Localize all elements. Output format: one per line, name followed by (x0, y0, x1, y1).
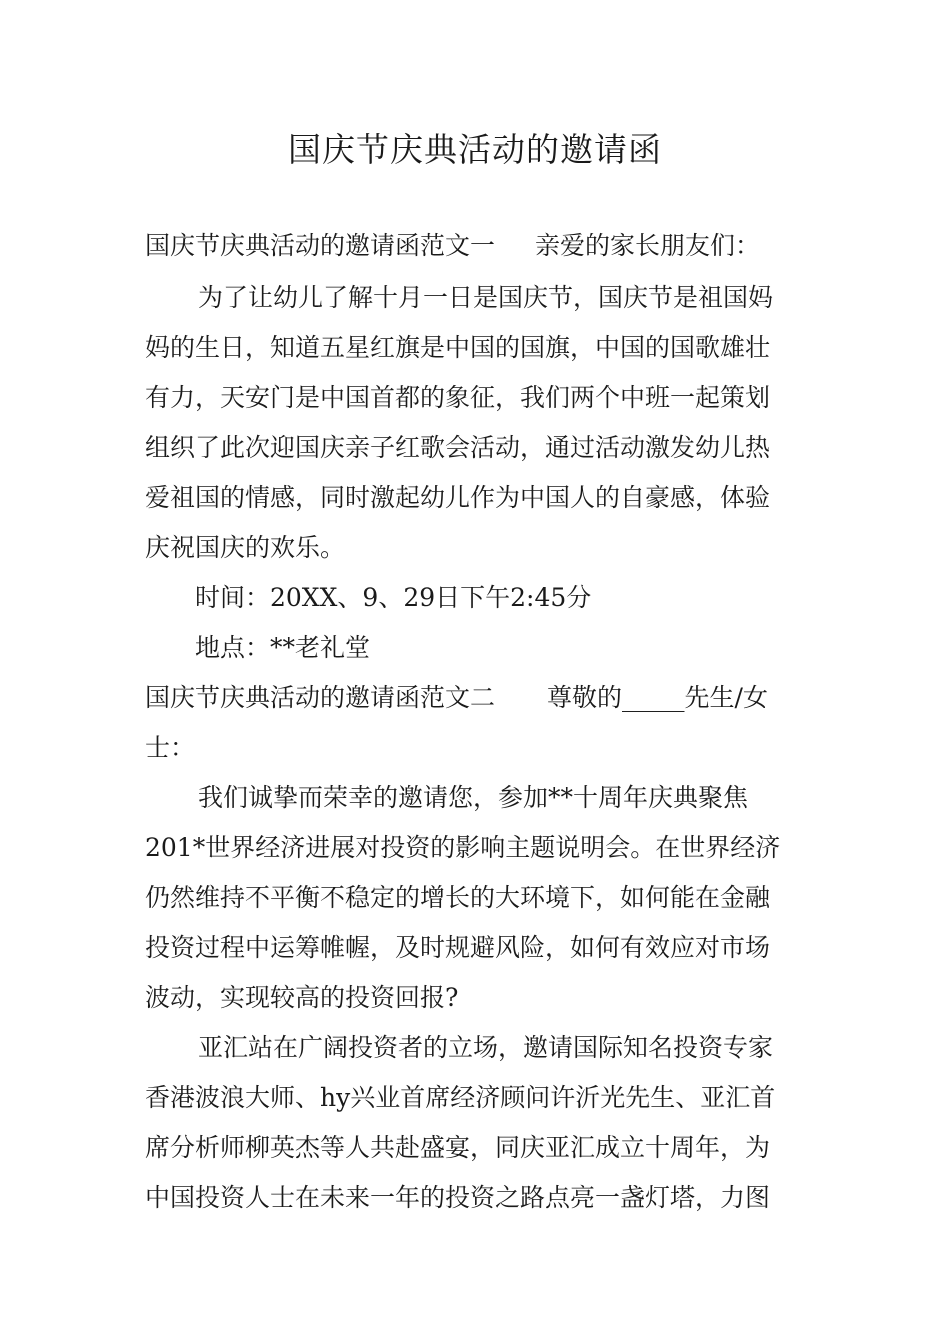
section-heading-2 (145, 680, 768, 716)
section-1-title: 国庆节庆典活动的邀请函范文一 (145, 231, 496, 260)
paragraph-line: 组织了此次迎国庆亲子红歌会活动，通过活动激发幼儿热 (145, 433, 771, 462)
paragraph-line: 为了让幼儿了解十月一日是国庆节，国庆节是祖国妈 (198, 283, 774, 312)
section-2-title: 国庆节庆典活动的邀请函范文二 (145, 683, 496, 712)
event-location: 地点：**老礼堂 (195, 633, 371, 662)
section-1-greeting: 亲爱的家长朋友们： (535, 231, 761, 260)
paragraph-line: 爱祖国的情感，同时激起幼儿作为中国人的自豪感，体验 (145, 483, 771, 512)
paragraph-line: 香港波浪大师、hy兴业首席经济顾问许沂光先生、亚汇首 (145, 1083, 776, 1112)
paragraph-line: 妈的生日，知道五星红旗是中国的国旗，中国的国歌雄壮 (145, 333, 771, 362)
event-time: 时间：20XX、9、29日下午2:45分 (195, 583, 592, 612)
paragraph-line: 中国投资人士在未来一年的投资之路点亮一盏灯塔，力图 (145, 1183, 771, 1212)
paragraph-line: 201*世界经济进展对投资的影响主题说明会。在世界经济 (145, 833, 781, 862)
paragraph-line: 席分析师柳英杰等人共赴盛宴，同庆亚汇成立十周年，为 (145, 1133, 771, 1162)
paragraph-line: 波动，实现较高的投资回报? (145, 983, 459, 1012)
paragraph-line: 亚汇站在广阔投资者的立场，邀请国际知名投资专家 (198, 1033, 774, 1062)
paragraph-line: 有力，天安门是中国首都的象征，我们两个中班一起策划 (145, 383, 771, 412)
paragraph-line: 庆祝国庆的欢乐。 (145, 533, 346, 562)
document-title: 国庆节庆典活动的邀请函 (288, 130, 662, 169)
paragraph-line: 仍然维持不平衡不稳定的增长的大环境下，如何能在金融 (145, 883, 771, 912)
paragraph-line: 投资过程中运筹帷幄，及时规避风险，如何有效应对市场 (145, 933, 771, 962)
paragraph-line: 我们诚挚而荣幸的邀请您，参加**十周年庆典聚焦 (198, 783, 749, 812)
section-2-greeting: 尊敬的_____先生/女 (547, 683, 768, 712)
section-heading-1 (145, 228, 760, 264)
paragraph-line: 士： (145, 733, 196, 762)
